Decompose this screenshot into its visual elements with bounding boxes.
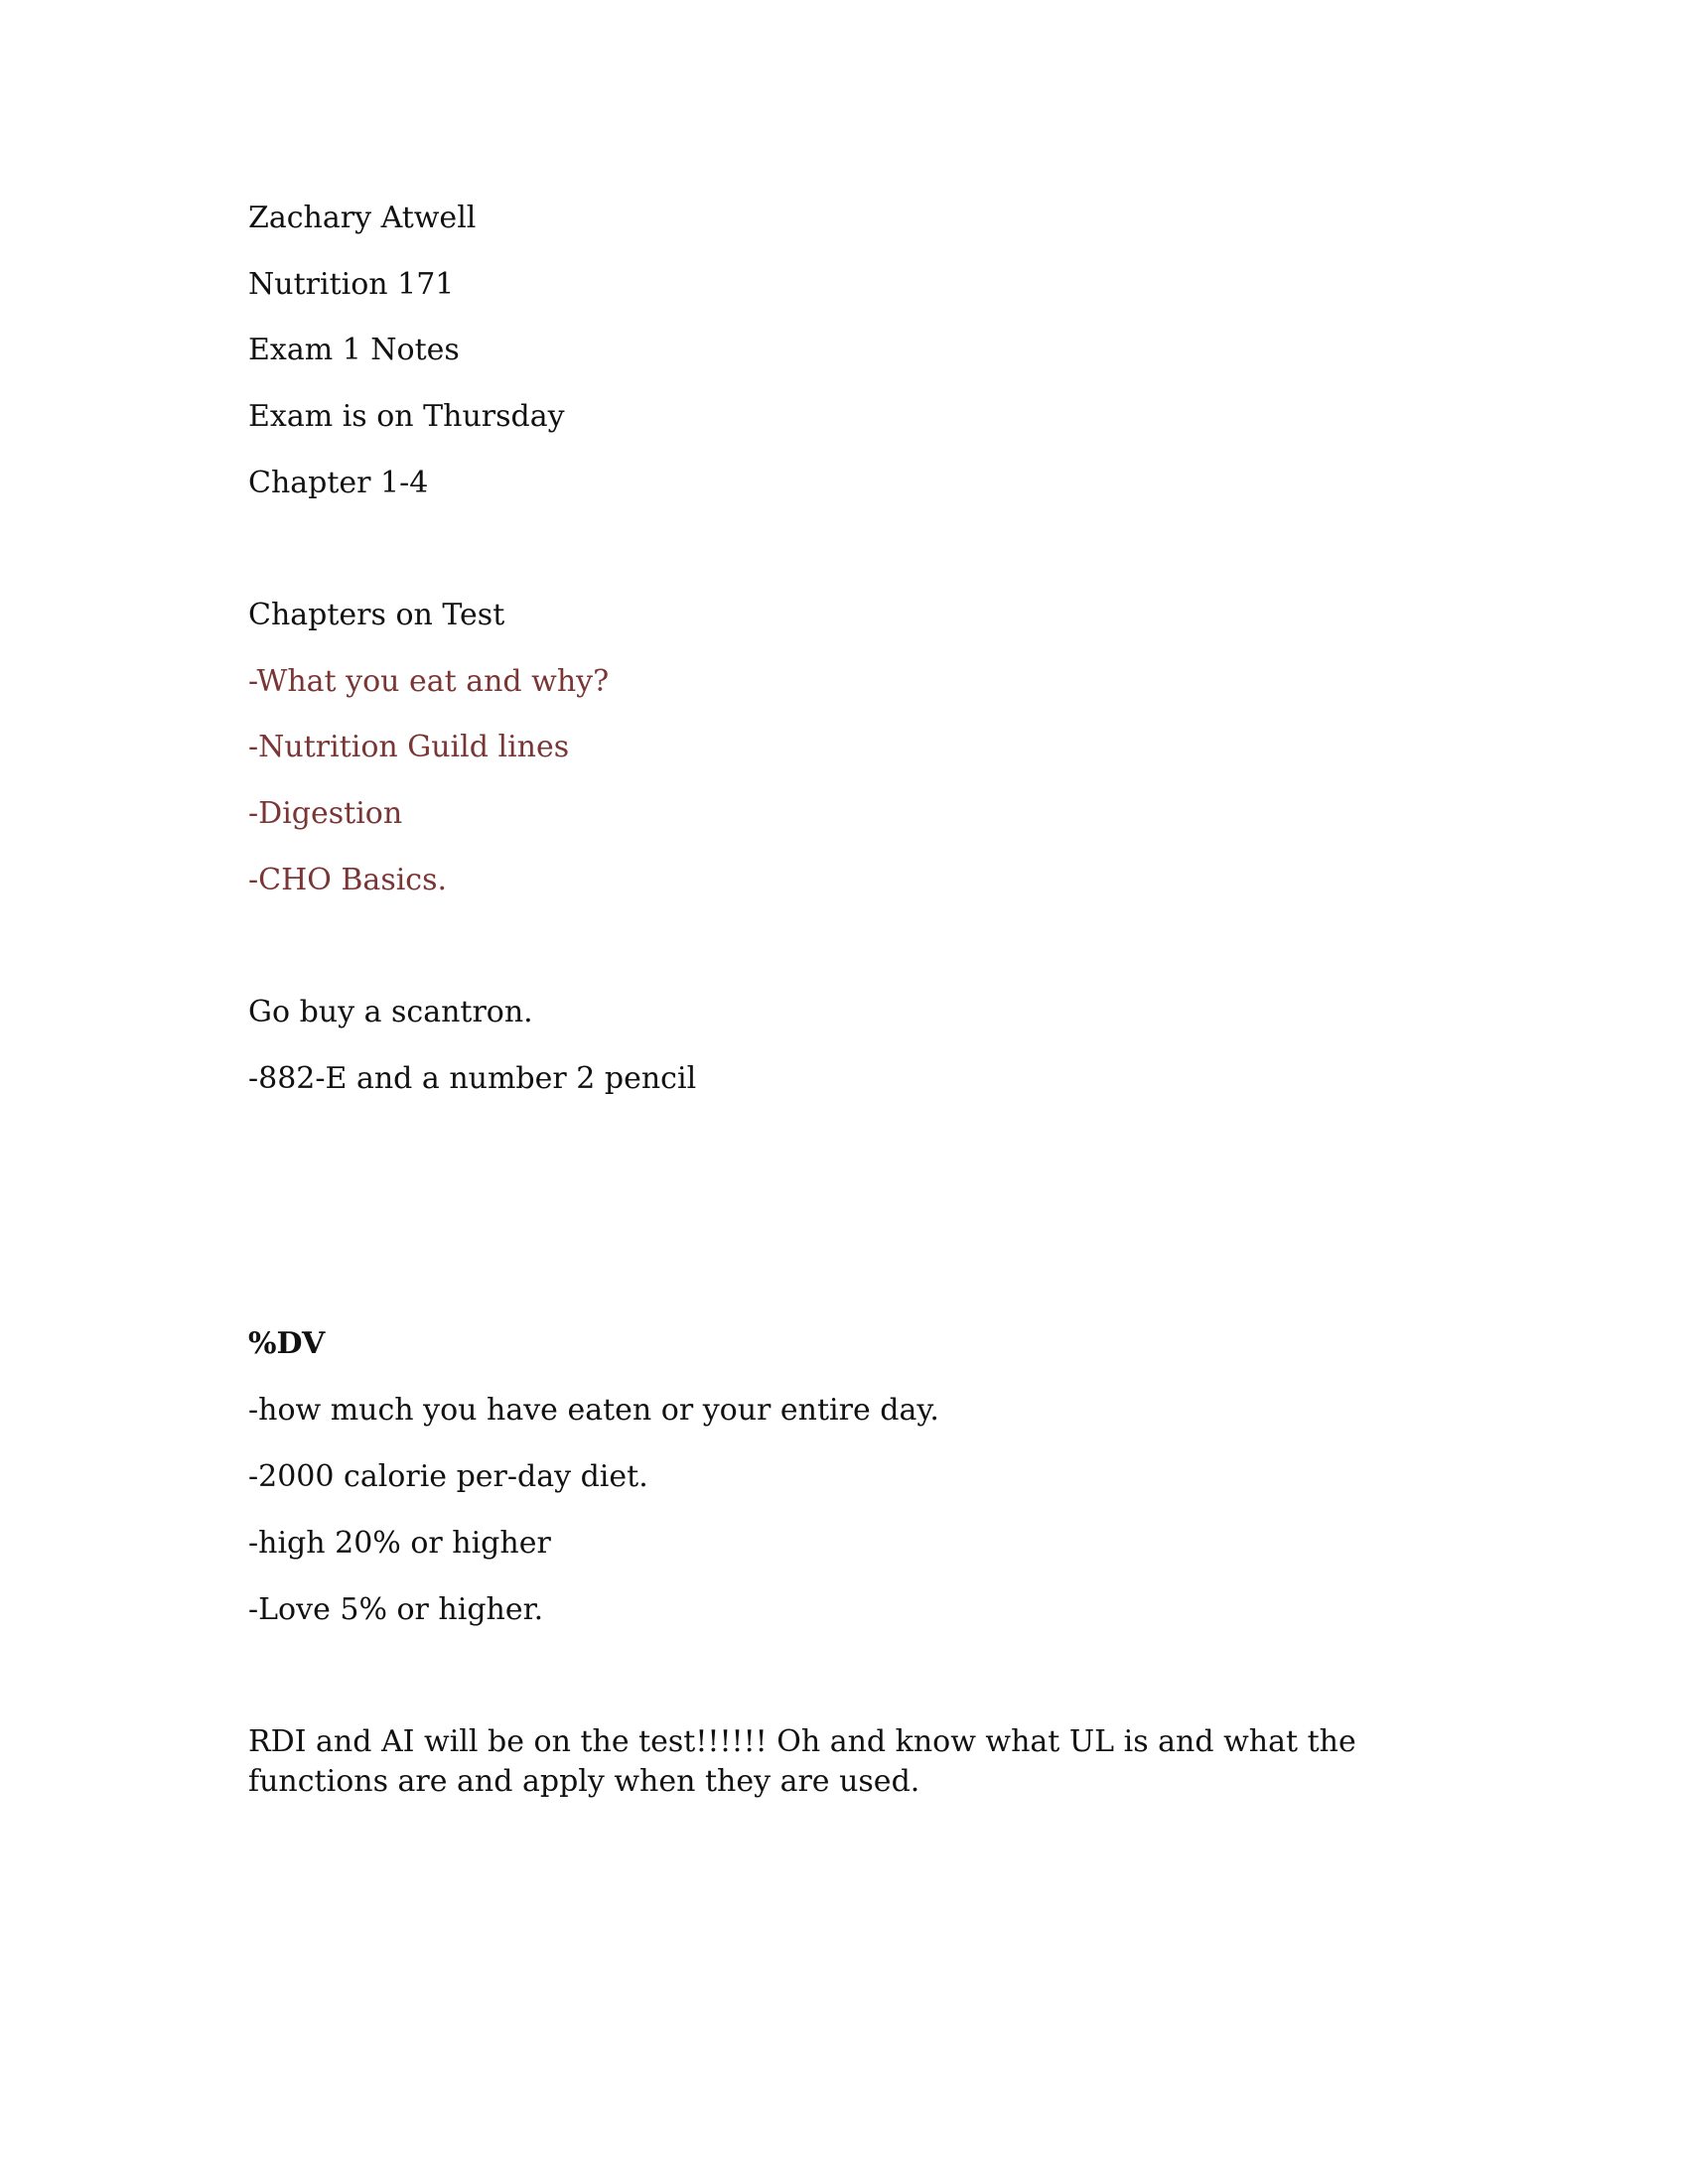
chapter-item: -CHO Basics. xyxy=(248,863,448,897)
supplies-detail: -882-E and a number 2 pencil xyxy=(248,1061,697,1096)
dv-item: -2000 calorie per-day diet. xyxy=(248,1459,648,1494)
chapter-item: -Nutrition Guild lines xyxy=(248,730,570,764)
dv-item: -how much you have eaten or your entire day. xyxy=(248,1393,939,1428)
exam-date-note: Exam is on Thursday xyxy=(248,399,565,434)
chapters-heading: Chapters on Test xyxy=(248,598,505,632)
student-name: Zachary Atwell xyxy=(248,201,477,235)
chapter-item: -Digestion xyxy=(248,796,403,831)
dv-item: -Love 5% or higher. xyxy=(248,1592,544,1627)
closing-note: RDI and AI will be on the test!!!!!! Oh and know what UL is and what the functions are and apply when they are used. xyxy=(248,1724,1356,1799)
chapter-range: Chapter 1-4 xyxy=(248,466,429,500)
chapter-item: -What you eat and why? xyxy=(248,664,610,699)
supplies-heading: Go buy a scantron. xyxy=(248,995,533,1029)
notes-title: Exam 1 Notes xyxy=(248,333,460,367)
dv-item: -high 20% or higher xyxy=(248,1526,551,1561)
dv-heading: %DV xyxy=(248,1326,326,1361)
course-name: Nutrition 171 xyxy=(248,267,455,302)
